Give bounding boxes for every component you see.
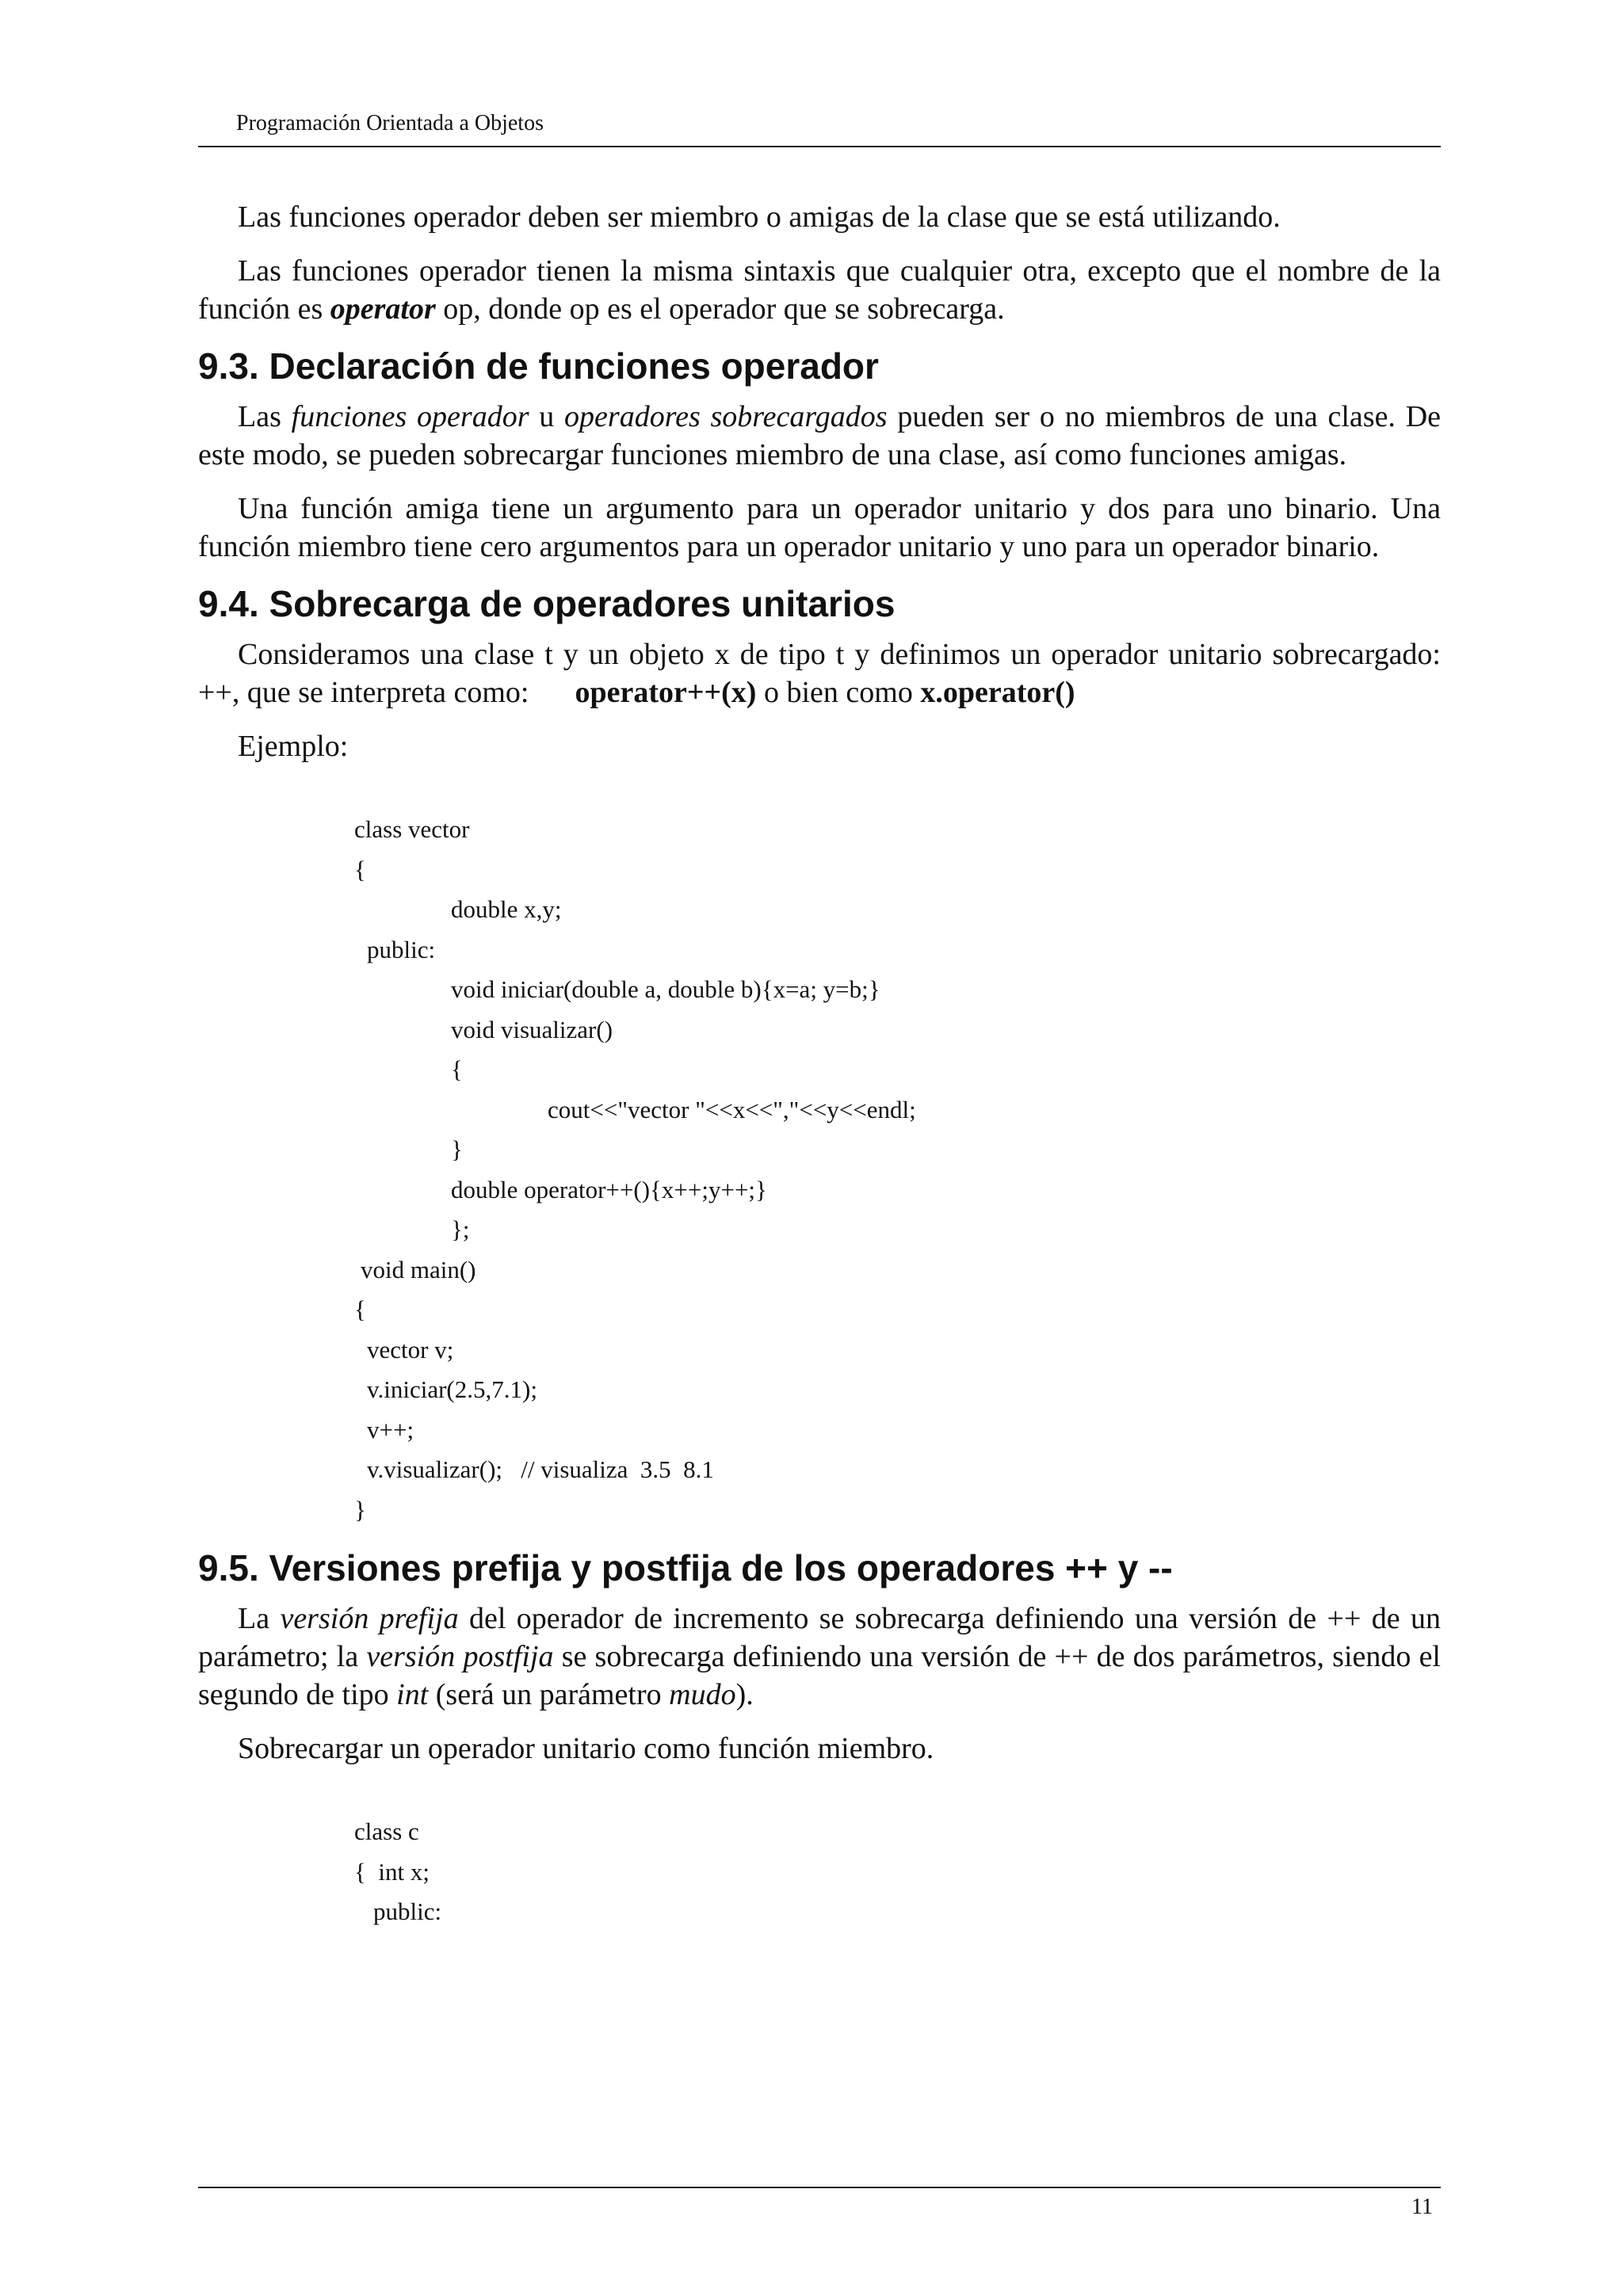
code-line: { — [354, 855, 366, 883]
heading-9-4: 9.4. Sobrecarga de operadores unitarios — [198, 583, 896, 624]
operator-call-form: operator++(x) — [575, 676, 757, 709]
footer-rule — [198, 2187, 1441, 2188]
code-line: v++; — [367, 1415, 414, 1444]
code-line: void main() — [361, 1255, 476, 1283]
code-line: v.visualizar(); // visualiza 3.5 8.1 — [367, 1455, 714, 1483]
intro-paragraph-1: Las funciones operador deben ser miembro o amigas de la clase que se está utilizando. — [238, 200, 1281, 234]
code-line: } — [451, 1135, 463, 1163]
heading-9-3: 9.3. Declaración de funciones operador — [198, 345, 879, 387]
code-block-vector — [354, 810, 1441, 1530]
section-9-5-paragraph-2: Sobrecargar un operador unitario como función miembro. — [238, 1732, 934, 1765]
code-line: vector v; — [367, 1335, 454, 1363]
code-line: double operator++(){x++;y++;} — [451, 1175, 767, 1203]
code-block-class-c — [354, 1812, 1441, 1932]
page-header — [198, 111, 1441, 147]
page-number: 11 — [1411, 2195, 1433, 2219]
heading-9-5: 9.5. Versiones prefija y postfija de los operadores ++ y -- — [198, 1547, 1173, 1589]
section-9-5-paragraph-1: La versión prefija del operador de incremento se sobrecarga definiendo una versión de ++ de un parámetro; la versión postfija se sobrecarga definiendo una versión de ++ de dos parámetros, siendo el segundo de tipo int (será un parámetro mudo). — [198, 1602, 1441, 1711]
page-content — [198, 198, 1441, 1932]
section-9-3-paragraph-2: Una función amiga tiene un argumento para un operador unitario y dos para uno binario. Una función miembro tiene cero argumentos para un operador unitario y uno para un operador binario. — [198, 492, 1441, 563]
code-line: { int x; — [354, 1857, 430, 1886]
code-line: }; — [451, 1215, 470, 1243]
code-line: cout<<"vector "<<x<<","<<y<<endl; — [548, 1095, 916, 1123]
section-9-4-paragraph-1: Consideramos una clase t y un objeto x de tipo t y definimos un operador unitario sobrecargado: ++, que se interpreta como: operator++(x) o bien como x.operator() — [198, 638, 1441, 709]
code-line: } — [354, 1495, 366, 1524]
header-title: Programación Orientada a Objetos — [236, 111, 544, 135]
code-line: void iniciar(double a, double b){x=a; y=b;} — [451, 975, 880, 1003]
code-line: { — [451, 1055, 463, 1083]
member-call-form: x.operator() — [920, 676, 1075, 709]
code-line: void visualizar() — [451, 1015, 613, 1043]
code-line: class vector — [354, 815, 470, 843]
intro-paragraph-2: Las funciones operador tienen la misma sintaxis que cualquier otra, excepto que el nombre de la función es operator op, donde op es el operador que se sobrecarga. — [198, 254, 1441, 326]
operator-keyword: operator — [330, 292, 436, 326]
code-line: v.iniciar(2.5,7.1); — [367, 1375, 537, 1403]
code-line: public: — [373, 1897, 442, 1925]
code-line: public: — [367, 935, 436, 963]
code-line: { — [354, 1295, 366, 1323]
example-label: Ejemplo: — [238, 730, 349, 763]
code-line: double x,y; — [451, 895, 562, 923]
code-line: class c — [354, 1817, 419, 1845]
section-9-3-paragraph-1: Las funciones operador u operadores sobrecargados pueden ser o no miembros de una clase. De este modo, se pueden sobrecargar funciones miembro de una clase, así como funciones amigas. — [198, 400, 1442, 471]
